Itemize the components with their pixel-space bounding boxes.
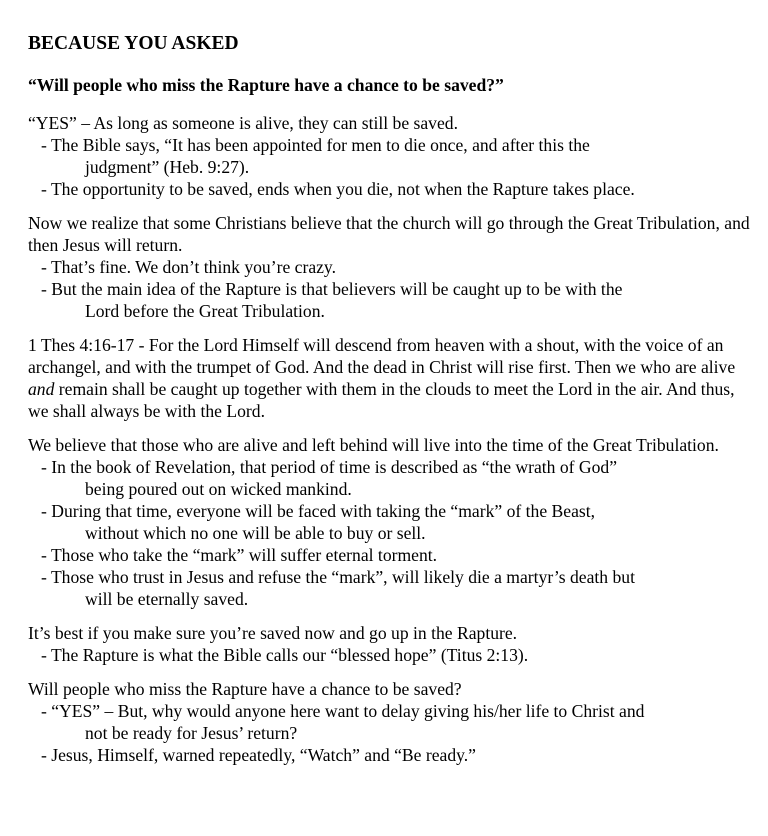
bullet-item: - Those who take the “mark” will suffer eternal torment.	[41, 545, 438, 565]
section-paragraph: Now we realize that some Christians believe that the church will go through the Great Tribulation, and then Jesus will return.	[28, 213, 750, 255]
bullet-item: - During that time, everyone will be faced with taking the “mark” of the Beast, without which no one will be able to buy or sell.	[41, 501, 596, 543]
section-paragraph: “YES” – As long as someone is alive, they can still be saved.	[28, 113, 458, 133]
bullet-item: - “YES” – But, why would anyone here want to delay giving his/her life to Christ and not be ready for Jesus’ return?	[41, 701, 645, 743]
document-heading: BECAUSE YOU ASKED	[28, 33, 239, 54]
section-paragraph: It’s best if you make sure you’re saved now and go up in the Rapture.	[28, 623, 518, 643]
section-paragraph: Will people who miss the Rapture have a chance to be saved?	[28, 679, 462, 699]
section-paragraph: We believe that those who are alive and left behind will live into the time of the Great Tribulation.	[28, 435, 719, 455]
section-yes-alive	[28, 112, 768, 200]
scripture-text-before: 1 Thes 4:16-17 - For the Lord Himself will descend from heaven with a shout, with the voice of an archangel, and with the trumpet of God. And the dead in Christ will rise first. Then we who are alive	[28, 335, 736, 377]
section-tribulation-view	[28, 212, 768, 322]
scripture-text-after: remain shall be caught up together with them in the clouds to meet the Lord in the air. And thus, we shall always be with the Lord.	[28, 379, 735, 421]
bullet-item: - The Bible says, “It has been appointed for men to die once, and after this the judgment” (Heb. 9:27).	[41, 135, 590, 177]
section-left-behind	[28, 434, 768, 610]
bullet-item: - But the main idea of the Rapture is that believers will be caught up to be with the Lord before the Great Tribulation.	[41, 279, 623, 321]
bullet-item: - That’s fine. We don’t think you’re crazy.	[41, 257, 336, 277]
bullet-item: - The opportunity to be saved, ends when you die, not when the Rapture takes place.	[41, 179, 635, 199]
scripture-emphasis: and	[28, 379, 55, 399]
bullet-item: - Jesus, Himself, warned repeatedly, “Watch” and “Be ready.”	[41, 745, 476, 765]
section-best-saved	[28, 622, 768, 666]
section-scripture	[28, 334, 768, 422]
bullet-item: - In the book of Revelation, that period of time is described as “the wrath of God” being poured out on wicked mankind.	[41, 457, 618, 499]
scripture-quote	[28, 334, 758, 422]
section-conclusion	[28, 678, 768, 766]
question-title: “Will people who miss the Rapture have a chance to be saved?”	[28, 75, 504, 95]
bullet-item: - The Rapture is what the Bible calls our “blessed hope” (Titus 2:13).	[41, 645, 529, 665]
bullet-item: - Those who trust in Jesus and refuse the “mark”, will likely die a martyr’s death but will be eternally saved.	[41, 567, 635, 609]
